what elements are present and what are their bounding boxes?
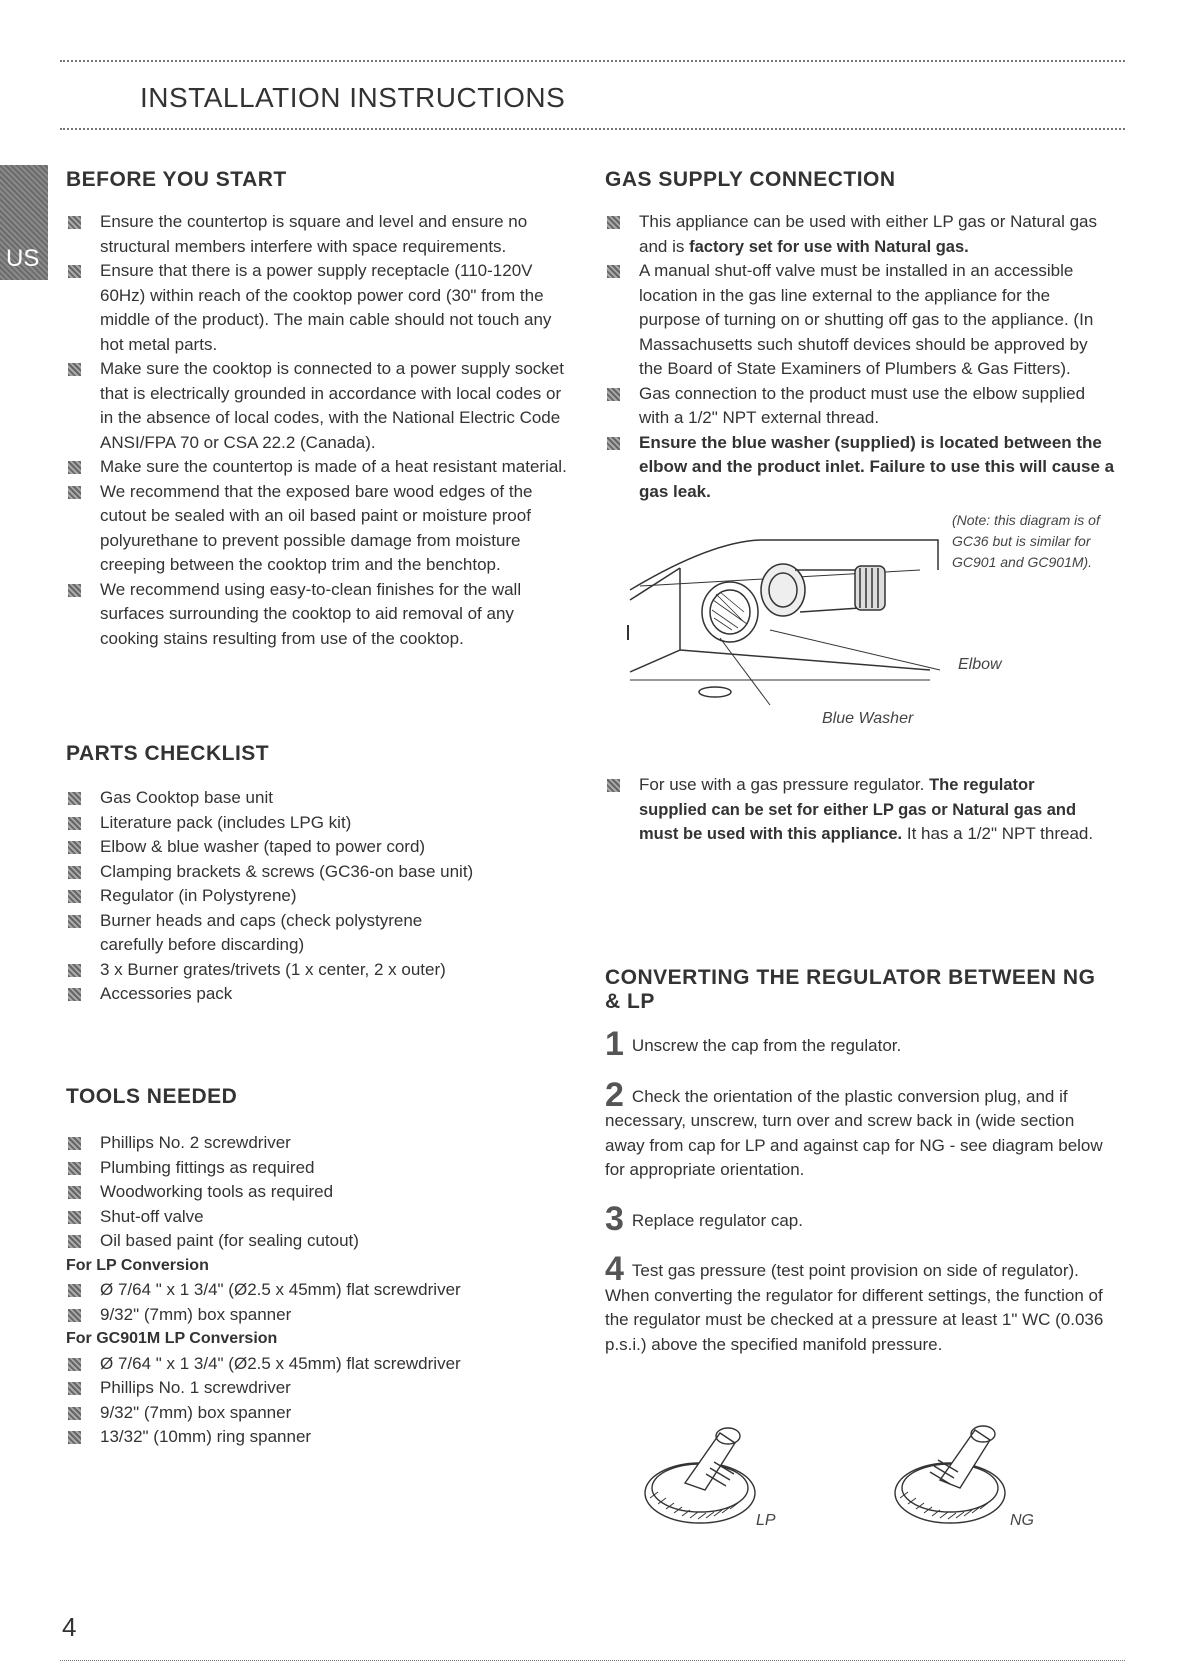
regulator-text-a: For use with a gas pressure regulator. bbox=[639, 775, 930, 794]
converting-heading: CONVERTING THE REGULATOR BETWEEN NG & LP bbox=[605, 966, 1096, 1013]
list-item: Gas connection to the product must use the elbow supplied with a 1/2" NPT external thread. bbox=[605, 382, 1115, 431]
list-item: We recommend using easy-to-clean finishes for the wall surfaces surrounding the cooktop to aid removal of any cooking stains resulting from use of the cooktop. bbox=[66, 578, 576, 652]
elbow-label: Elbow bbox=[958, 656, 1002, 673]
step-number: 3 bbox=[605, 1199, 624, 1238]
list-item: Make sure the cooktop is connected to a power supply socket that is electrically grounded in accordance with local codes or in the absence of local codes, with the National Electric Code ANSI/FPA 70 or CSA 22.2 (Canada). bbox=[66, 357, 576, 455]
list-item bbox=[605, 210, 1115, 259]
step-number: 2 bbox=[605, 1075, 624, 1114]
step-text: Replace regulator cap. bbox=[631, 1210, 803, 1230]
step-number: 1 bbox=[605, 1025, 624, 1063]
list-item: Literature pack (includes LPG kit) bbox=[66, 811, 546, 836]
step-2 bbox=[605, 1075, 1115, 1183]
tools-heading: TOOLS NEEDED bbox=[66, 1085, 238, 1108]
page-title: INSTALLATION INSTRUCTIONS bbox=[140, 82, 566, 113]
top-dotted-rule bbox=[60, 60, 1125, 62]
ng-label: NG bbox=[1010, 1512, 1034, 1529]
header-dotted-rule bbox=[60, 128, 1125, 130]
gas-item4-bold: Ensure the blue washer (supplied) is located between the elbow and the product inlet. Failure to use this will cause a gas leak. bbox=[639, 432, 1115, 501]
diagram-note: (Note: this diagram is of GC36 but is similar for GC901 and GC901M). bbox=[952, 512, 1100, 570]
step-number: 4 bbox=[605, 1250, 624, 1288]
list-item: Regulator (in Polystyrene) bbox=[66, 884, 546, 909]
page-number: 4 bbox=[62, 1612, 77, 1642]
list-item: Ø 7/64 " x 1 3/4" (Ø2.5 x 45mm) flat screwdriver bbox=[66, 1352, 546, 1377]
gc901m-conversion-subheading: For GC901M LP Conversion bbox=[66, 1330, 278, 1347]
regulator-text-bold: The regulator supplied can be set for either LP gas or Natural gas and must be used with this appliance. bbox=[639, 776, 1077, 843]
parts-section bbox=[66, 742, 546, 1007]
list-item: 9/32" (7mm) box spanner bbox=[66, 1401, 546, 1426]
region-tab bbox=[0, 165, 48, 280]
blue-washer-label: Blue Washer bbox=[822, 710, 914, 727]
gas-item1-bold: factory set for use with Natural gas. bbox=[689, 237, 969, 256]
list-item: Phillips No. 2 screwdriver bbox=[66, 1131, 546, 1156]
list-item bbox=[605, 773, 1105, 847]
list-item: Clamping brackets & screws (GC36-on base unit) bbox=[66, 860, 546, 885]
step-text: Unscrew the cap from the regulator. bbox=[631, 1036, 902, 1055]
parts-heading: PARTS CHECKLIST bbox=[66, 742, 270, 765]
list-item: Plumbing fittings as required bbox=[66, 1156, 546, 1181]
step-3 bbox=[605, 1199, 1115, 1238]
tools-section bbox=[66, 1085, 546, 1450]
list-item: Accessories pack bbox=[66, 982, 546, 1007]
list-item: Gas Cooktop base unit bbox=[66, 786, 546, 811]
lp-label: LP bbox=[756, 1512, 776, 1529]
gas-section bbox=[605, 168, 1115, 504]
regulator-text-c: It has a 1/2" NPT thread. bbox=[902, 824, 1094, 843]
list-item: Shut-off valve bbox=[66, 1205, 546, 1230]
list-item: Make sure the countertop is made of a heat resistant material. bbox=[66, 455, 576, 480]
lp-conversion-subheading: For LP Conversion bbox=[66, 1256, 209, 1274]
list-item: 9/32" (7mm) box spanner bbox=[66, 1303, 546, 1328]
gas-item1-text: This appliance can be used with either LP gas or Natural gas and is bbox=[639, 212, 1098, 256]
list-item: A manual shut-off valve must be installed in an accessible location in the gas line external to the appliance for the purpose of turning on or shutting off gas to the appliance. (In Massachusetts such shutoff devices should be approved by the Board of State Examiners of Plumbers & Gas Fitters). bbox=[605, 259, 1115, 382]
before-section bbox=[66, 168, 576, 651]
list-item: We recommend that the exposed bare wood edges of the cutout be sealed with an oil based paint or moisture proof polyurethane to prevent possible damage from moisture creeping between the cooktop trim and the benchtop. bbox=[66, 480, 576, 578]
step-1 bbox=[605, 1025, 1115, 1063]
list-item: Phillips No. 1 screwdriver bbox=[66, 1376, 546, 1401]
converting-section bbox=[605, 966, 1115, 1381]
region-tab-label: US bbox=[6, 245, 40, 272]
list-item: Ø 7/64 " x 1 3/4" (Ø2.5 x 45mm) flat screwdriver bbox=[66, 1278, 546, 1303]
list-item bbox=[605, 431, 1115, 505]
list-item: Elbow & blue washer (taped to power cord) bbox=[66, 835, 546, 860]
list-item: Woodworking tools as required bbox=[66, 1180, 546, 1205]
list-item: 3 x Burner grates/trivets (1 x center, 2 x outer) bbox=[66, 958, 546, 983]
gas-heading: GAS SUPPLY CONNECTION bbox=[605, 168, 896, 191]
regulator-note-section bbox=[605, 773, 1105, 847]
step-text: Test gas pressure (test point provision on side of regulator). When converting the regulator for different settings, the function of the regulator must be checked at a pressure at least 1" WC (0.036 p.s.i.) above the specified manifold pressure. bbox=[605, 1261, 1104, 1354]
list-item: Ensure the countertop is square and level and ensure no structural members interfere with space requirements. bbox=[66, 210, 576, 259]
elbow-diagram bbox=[620, 530, 960, 710]
list-item: Ensure that there is a power supply receptacle (110-120V 60Hz) within reach of the cooktop power cord (30" from the middle of the product). The main cable should not touch any hot metal parts. bbox=[66, 259, 576, 357]
before-heading: BEFORE YOU START bbox=[66, 168, 287, 191]
step-text: Check the orientation of the plastic conversion plug, and if necessary, unscrew, turn over and screw back in (wide section away from cap for LP and against cap for NG - see diagram below for appropriate orientation. bbox=[605, 1086, 1103, 1179]
bottom-dotted-rule bbox=[60, 1660, 1125, 1661]
list-item: Oil based paint (for sealing cutout) bbox=[66, 1229, 546, 1254]
step-4 bbox=[605, 1250, 1115, 1357]
ng-plug-diagram bbox=[890, 1408, 1030, 1538]
list-item: 13/32" (10mm) ring spanner bbox=[66, 1425, 546, 1450]
list-item: Burner heads and caps (check polystyrene carefully before discarding) bbox=[66, 909, 440, 958]
